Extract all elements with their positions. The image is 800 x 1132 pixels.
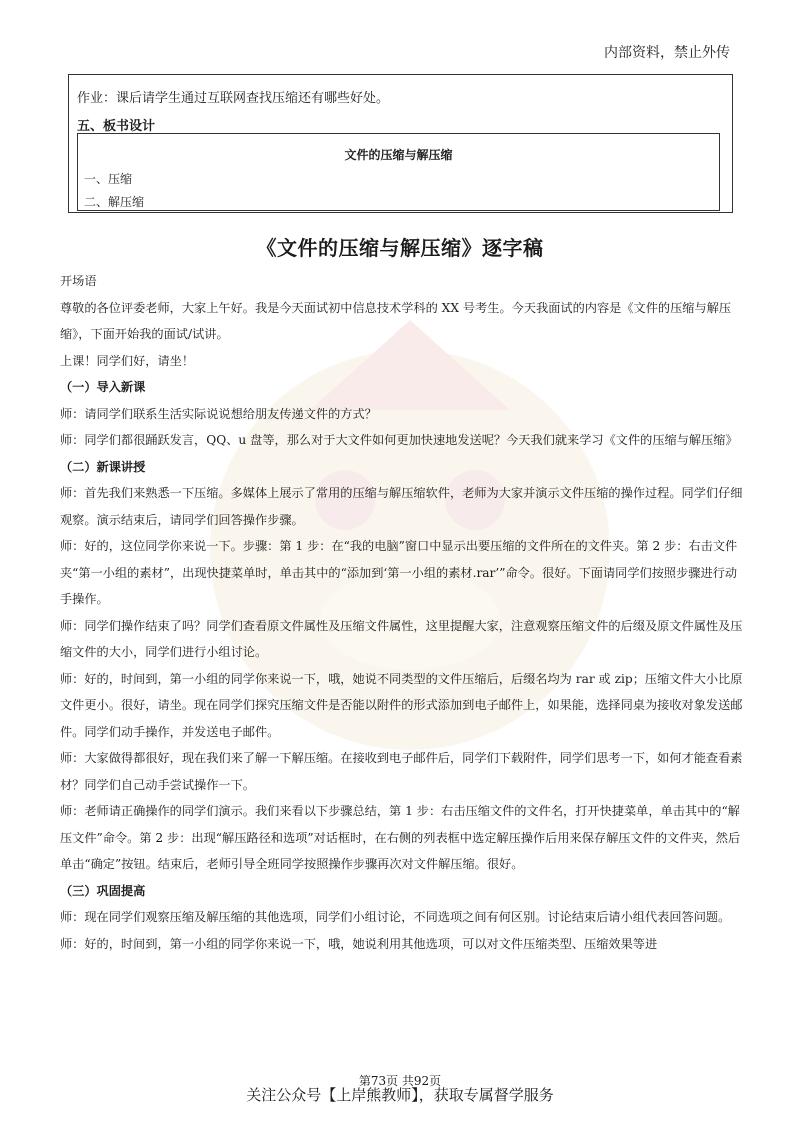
board-title: 文件的压缩与解压缩 [344,148,453,162]
transcript-paragraph: 师：同学们操作结束了吗？同学们查看原文件属性及压缩文件属性，这里提醒大家，注意观察压缩文件的后缀及原文件属性及压缩文件的大小，同学们进行小组讨论。 [60,618,743,659]
transcript-paragraph: 师：好的，时间到，第一小组的同学你来说一下，哦，她说利用其他选项，可以对文件压缩类型、压缩效果等进 [60,936,658,951]
confidential-note: 内部资料，禁止外传 [604,45,730,61]
transcript-paragraph: 尊敬的各位评委老师，大家上午好。我是今天面试初中信息技术学科的 XX 号考生。今天我面试的内容是《文件的压缩与解压缩》，下面开始我的面试/试讲。 [60,300,732,341]
transcript-paragraph: 师：老师请正确操作的同学们演示。我们来看以下步骤总结，第 1 步：右击压缩文件的文件名，打开快捷菜单，单击其中的“解压文件”命令。第 2 步：出现“解压路径和选项”对话框时，在右侧的列表框中选定解压操作后用来保存解压文件的文件夹，然后单击“确定”按钮。结束后，老师引导全班同学按照操作步骤再次对文件解压缩。很好。 [60,804,741,871]
transcript-paragraph: 师：好的，这位同学你来说一下。步骤：第 1 步：在“我的电脑”窗口中显示出要压缩的文件所在的文件夹。第 2 步：右击文件夹“第一小组的素材”，出现快捷菜单时，单击其中的“添加到‘第一小组的素材.rar’”命令。很好。下面请同学们按照步骤进行动手操作。 [60,539,738,606]
board-item: 一、压缩 [84,172,133,186]
transcript-paragraph: 师：请同学们联系生活实际说说想给朋友传递文件的方式？ [60,406,377,421]
document-title: 《文件的压缩与解压缩》逐字稿 [256,236,544,260]
board-design-box [77,133,720,211]
transcript-paragraph: 师：好的，时间到，第一小组的同学你来说一下，哦，她说不同类型的文件压缩后，后缀名均为 rar 或 zip；压缩文件大小比原文件更小。很好，请坐。现在同学们探究压缩文件是否能以附件的形式添加到电子邮件上，如果能，选择同桌为接收对象发送邮件。同学们动手操作，并发送电子邮件。 [60,671,743,739]
transcript-paragraph: 师：现在同学们观察压缩及解压缩的其他选项，同学们小组讨论，不同选项之间有何区别。讨论结束后请小组代表回答问题。 [60,910,731,924]
section-heading: （一）导入新课 [60,380,146,394]
lesson-plan-box [68,74,733,213]
transcript-paragraph: 开场语 [60,274,97,288]
board-design-heading: 五、板书设计 [77,119,156,134]
board-item: 二、解压缩 [84,195,145,209]
transcript-paragraph: 上课！同学们好，请坐！ [60,353,195,368]
homework-text: 作业：课后请学生通过互联网查找压缩还有哪些好处。 [77,91,390,106]
transcript-body [60,268,745,957]
transcript-paragraph: 师：同学们都很踊跃发言，QQ、u 盘等，那么对于大文件如何更加快速地发送呢？今天我们就来学习《文件的压缩与解压缩》 [60,433,738,447]
transcript-paragraph: 师：大家做得都很好，现在我们来了解一下解压缩。在接收到电子邮件后，同学们下载附件，同学们思考一下，如何才能查看素材？同学们自己动手尝试操作一下。 [60,751,743,792]
section-heading: （三）巩固提高 [60,883,146,898]
section-heading: （二）新课讲授 [60,459,146,474]
page-number: 第73页 共92页 [358,1074,442,1088]
transcript-paragraph: 师：首先我们来熟悉一下压缩。多媒体上展示了常用的压缩与解压缩软件，老师为大家并演示文件压缩的操作过程。同学们仔细观察。演示结束后，请同学们回答操作步骤。 [60,486,743,527]
footer-promo: 关注公众号【上岸熊教师】，获取专属督学服务 [246,1086,554,1104]
